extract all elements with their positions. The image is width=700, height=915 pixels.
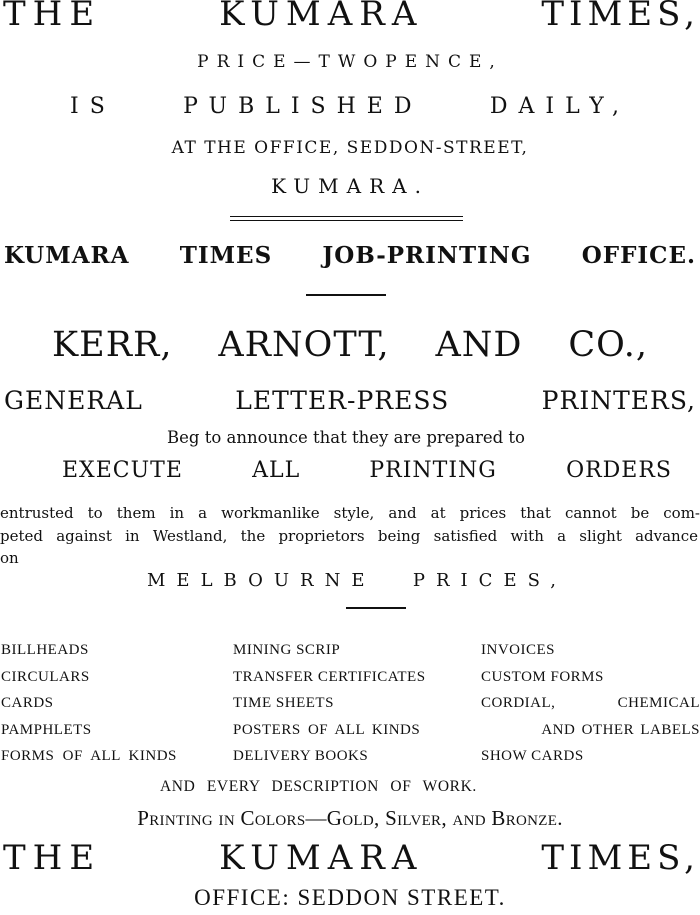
- trade-letter-press: LETTER-PRESS: [235, 386, 450, 415]
- service-item: TRANSFER CERTIFICATES: [233, 668, 426, 685]
- firm-arnott: ARNOTT,: [218, 325, 390, 365]
- service-item: CORDIAL, CHEMICAL: [481, 695, 700, 711]
- firm-and: AND: [435, 325, 523, 365]
- service-item: BILLHEADS: [1, 642, 89, 658]
- services-col-3: [481, 637, 700, 770]
- published-published: PUBLISHED: [183, 94, 423, 119]
- office-address: AT THE OFFICE, SEDDON-STREET,: [171, 138, 529, 158]
- short-rule-2: [346, 607, 406, 609]
- melbourne-prices: [147, 570, 567, 591]
- service-item: CUSTOM FORMS: [481, 668, 604, 685]
- masthead-the: THE: [3, 0, 102, 34]
- masthead-footer: [0, 838, 700, 878]
- masthead-times: TIMES,: [541, 0, 700, 34]
- service-item: MINING SCRIP: [233, 642, 341, 658]
- service-item: CARDS: [1, 695, 54, 711]
- job-office-heading: [0, 242, 700, 269]
- price-line: PRICE—TWOPENCE,: [197, 52, 503, 72]
- job-office-job-printing: JOB-PRINTING: [322, 242, 532, 269]
- colors-line: Printing in Colors—Gold, Silver, and Bronze.: [137, 806, 563, 830]
- firm-co: CO.,: [568, 325, 648, 365]
- service-item: SHOW CARDS: [481, 748, 584, 764]
- service-item: TIME SHEETS: [233, 695, 334, 711]
- execute-execute: EXECUTE: [62, 458, 183, 483]
- service-item: AND OTHER LABELS: [541, 721, 700, 738]
- published-line: [0, 94, 700, 119]
- body-line-3: on: [0, 549, 19, 567]
- trade-general: GENERAL: [4, 386, 143, 415]
- service-item: CIRCULARS: [1, 668, 90, 685]
- job-office-kumara: KUMARA: [4, 242, 130, 269]
- trade-heading: [0, 386, 700, 415]
- firm-kerr: KERR,: [52, 325, 173, 365]
- execute-heading: [0, 458, 700, 483]
- firm-name: [0, 325, 700, 365]
- trade-printers: PRINTERS,: [541, 386, 696, 415]
- double-rule-bottom: [230, 220, 463, 221]
- every-description-line: AND EVERY DESCRIPTION OF WORK.: [160, 778, 477, 795]
- double-rule-top: [230, 216, 463, 217]
- melbourne-word: MELBOURNE: [147, 570, 376, 591]
- body-line-2: peted against in Westland, the proprietors being satisfied with a slight advance: [0, 527, 698, 545]
- job-office-office: OFFICE.: [581, 242, 696, 269]
- town-name: KUMARA.: [271, 174, 429, 198]
- footer-office: OFFICE: SEDDON STREET.: [194, 885, 506, 910]
- execute-printing: PRINTING: [369, 458, 497, 483]
- body-line-1: entrusted to them in a workmanlike style, and at prices that cannot be com-: [0, 504, 700, 522]
- footer-times: TIMES,: [541, 838, 700, 878]
- services-col-1: [1, 637, 177, 770]
- masthead: [0, 0, 700, 34]
- service-item: FORMS OF ALL KINDS: [1, 748, 177, 764]
- masthead-kumara: KUMARA: [219, 0, 424, 34]
- footer-the: THE: [3, 838, 102, 878]
- short-rule-1: [306, 294, 386, 296]
- service-item: POSTERS OF ALL KINDS: [233, 721, 421, 738]
- announce-line: Beg to announce that they are prepared to: [167, 428, 525, 447]
- job-office-times: TIMES: [179, 242, 273, 269]
- prices-word: PRICES,: [412, 570, 567, 591]
- published-daily: DAILY,: [489, 94, 630, 119]
- services-col-2: [233, 637, 426, 770]
- service-item: INVOICES: [481, 642, 555, 658]
- published-is: IS: [70, 94, 116, 119]
- footer-kumara: KUMARA: [219, 838, 424, 878]
- execute-all: ALL: [252, 458, 301, 483]
- service-item: DELIVERY BOOKS: [233, 748, 369, 764]
- execute-orders: ORDERS: [566, 458, 672, 483]
- service-item: PAMPHLETS: [1, 721, 92, 738]
